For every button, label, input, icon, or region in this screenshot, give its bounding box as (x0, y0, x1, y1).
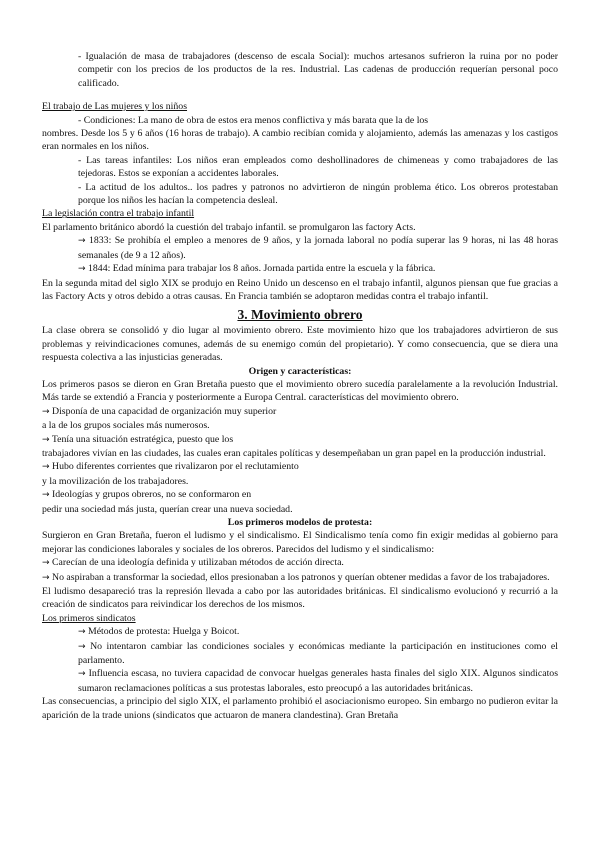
subheading-modelos-protesta: Los primeros modelos de protesta: (227, 517, 373, 528)
list-item-1844 (42, 262, 558, 276)
arrow-icon: → (42, 462, 50, 473)
list-item-text: No aspiraban a transformar la sociedad, ellos presionaban a los patronos y querían obtener medidas a favor de los trabajadores. (52, 571, 550, 583)
list-item-text: Métodos de protesta: Huelga y Boicot. (88, 626, 240, 638)
list-item-metodos (42, 625, 558, 639)
list-item-organizacion-cont: a la de los grupos sociales más numerosos. (42, 420, 210, 432)
heading-legislacion: La legislación contra el trabajo infantil (42, 208, 195, 220)
arrow-icon: → (42, 572, 50, 583)
arrow-icon: → (78, 669, 86, 680)
arrow-icon: → (42, 490, 50, 501)
paragraph-primeros-pasos: Los primeros pasos se dieron en Gran Bretaña puesto que el movimiento obrero sucedía paralelamente a la revolución Industrial. Más tarde se extendió a Francia y posteriormente a Europa Central. características del movimiento obrero. (42, 378, 558, 404)
arrow-icon: → (78, 641, 86, 652)
arrow-icon: → (42, 558, 50, 569)
list-item-influencia (42, 667, 558, 695)
list-item-corrientes-cont: y la movilización de los trabajadores. (42, 475, 189, 487)
list-item-1833 (42, 234, 558, 262)
list-item-corrientes (42, 460, 558, 474)
section-heading-movimiento-obrero: 3. Movimiento obrero (237, 307, 363, 323)
subheading-origen: Origen y características: (248, 365, 352, 377)
list-item-no-aspiraban (42, 571, 558, 585)
paragraph-clase-obrera: La clase obrera se consolidó y dio lugar al movimiento obrero. Este movimiento hizo que los trabajadores advirtieron de sus problemas y reivindicaciones comunes, además de su enemigo común del propietario). Y como consecuencia, que se diera una respuesta colectiva a las injusticias generadas. (42, 325, 558, 364)
paragraph-igualacion: - Igualación de masa de trabajadores (descenso de escala Social): muchos artesanos sufrieron la ruina por no poder competir con los precios de los productos de la res. Industrial. Las cadenas de producción requerían personal poco calificado. (78, 51, 558, 89)
paragraph-parlamento: El parlamento británico abordó la cuestión del trabajo infantil. se promulgaron las factory Acts. (42, 221, 416, 233)
list-item-text: Disponía de una capacidad de organización muy superior (52, 405, 277, 417)
list-item-no-intentaron (42, 640, 558, 668)
heading-primeros-sindicatos: Los primeros sindicatos (42, 612, 136, 624)
paragraph-actitud: - La actitud de los adultos.. los padres y patronos no advirtieron de ningún problema ético. Los obreros protestaban porque los niños les hacían la competencia desleal. (78, 181, 558, 207)
list-item-text: No intentaron cambiar las condiciones sociales y económicas mediante la participación en instituciones como el parlamento. (78, 640, 558, 667)
list-item-ideologias (42, 488, 558, 502)
paragraph-condiciones-cont: nombres. Desde los 5 y 6 años (16 horas de trabajo). A cambio recibían comida y alojamiento, además las amenazas y los castigos eran normales en los niños. (42, 128, 558, 153)
paragraph-condiciones: - Condiciones: La mano de obra de estos era menos conflictiva y más barata que la de los (78, 114, 429, 126)
list-item-text: Carecían de una ideología definida y utilizaban métodos de acción directa. (52, 557, 344, 569)
spacer (42, 90, 558, 100)
paragraph-segunda-mitad: En la segunda mitad del siglo XIX se produjo en Reino Unido un descenso en el trabajo infantil, algunos piensan que fue gracias a las Factory Acts y otros debido a otras causas. En Francia también se adoptaron medidas contra el trabajo infantil. (42, 277, 558, 302)
arrow-icon: → (78, 264, 86, 275)
list-item-situacion (42, 433, 558, 447)
paragraph-ludismo: El ludismo desapareció tras la represión llevada a cabo por las autoridades británicas. El sindicalismo evolucionó y recurrió a la creación de sindicatos para reivindicar los derechos de los mismos. (42, 586, 558, 611)
paragraph-consecuencias: Las consecuencias, a principio del siglo XIX, el parlamento prohibió el asociacionismo europeo. Sin embargo no pudieron evitar la aparición de la trade unions (sindicatos que actuaron de manera clandestina). Gran Bretaña (42, 696, 558, 721)
arrow-icon: → (78, 236, 86, 247)
list-item-organizacion (42, 405, 558, 419)
list-item-text: 1844: Edad mínima para trabajar los 8 años. Jornada partida entre la escuela y la fábrica. (88, 263, 436, 275)
list-item-text: Ideologías y grupos obreros, no se conformaron en (52, 489, 252, 501)
list-item-text: Influencia escasa, no tuviera capacidad de convocar huelgas generales hasta finales del siglo XIX. Algunos sindicatos sumaron reclamaciones políticas a sus protestas laborales, esto preocupó a las autoridades británicas. (78, 668, 559, 694)
list-item-ideologias-cont: pedir una sociedad más justa, querían crear una nueva sociedad. (42, 503, 293, 515)
arrow-icon: → (42, 434, 50, 445)
list-item-text: Hubo diferentes corrientes que rivalizaron por el reclutamiento (52, 461, 299, 473)
arrow-icon: → (78, 627, 86, 638)
list-item-text: 1833: Se prohibía el empleo a menores de 9 años, y la jornada laboral no podía superar las 9 horas, ni las 48 horas semanales (de 9 a 12 años). (78, 235, 559, 261)
heading-mujeres-ninos: El trabajo de Las mujeres y los niños (42, 101, 188, 113)
list-item-text: Tenía una situación estratégica, puesto que los (51, 433, 234, 445)
paragraph-surgieron: Surgieron en Gran Bretaña, fueron el ludismo y el sindicalismo. El Sindicalismo tenía como fin exigir medidas al gobierno para mejorar las condiciones laborales y sociales de los obreros. Parecidos del ludismo y el sindicalismo: (42, 530, 558, 555)
document-page (42, 50, 558, 722)
list-item-situacion-cont: trabajadores vivían en las ciudades, las cuales eran capitales políticas y desempeñaban un gran papel en la producción industrial. (42, 447, 546, 459)
list-item-ideologia (42, 556, 558, 570)
paragraph-tareas: - Las tareas infantiles: Los niños eran empleados como deshollinadores de chimeneas y como trabajadores de las tejedoras. Estos se exponían a accidentes laborales. (78, 154, 558, 180)
arrow-icon: → (42, 406, 50, 417)
